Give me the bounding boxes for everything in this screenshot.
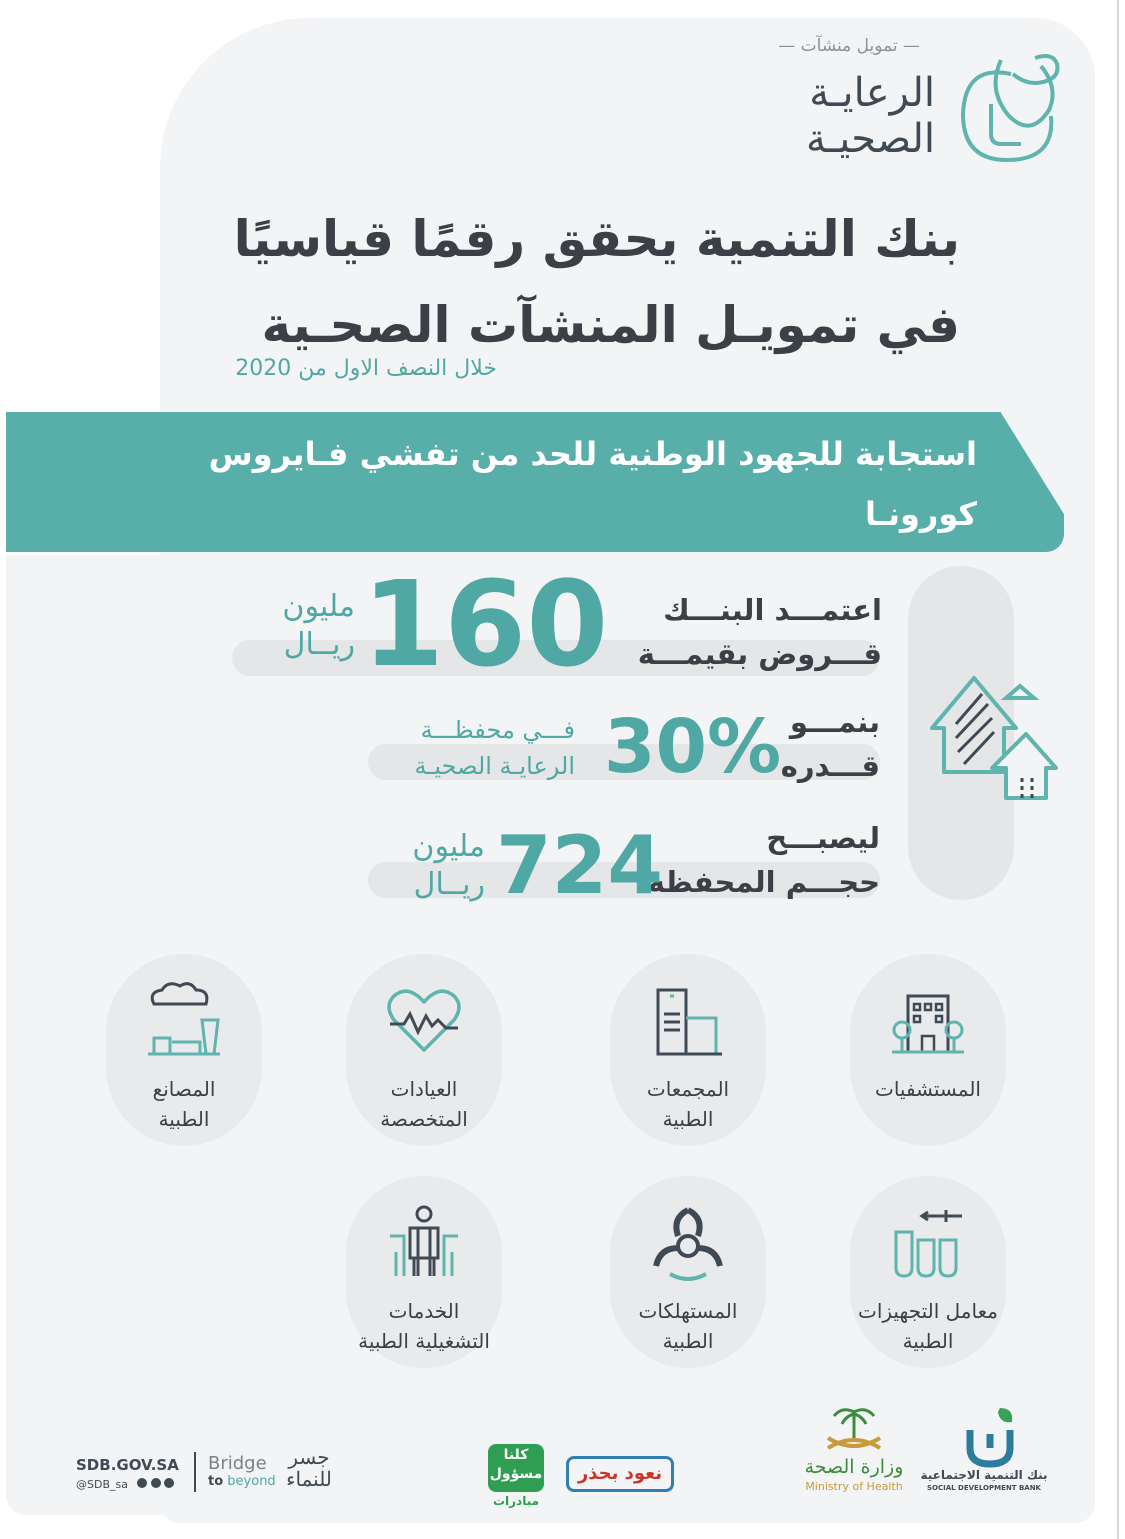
covid-banner-text [187, 424, 977, 544]
biohazard-icon [648, 1202, 728, 1282]
stat-growth-note [415, 712, 576, 784]
facebook-icon[interactable] [137, 1478, 147, 1488]
moh-english: Ministry of Health [805, 1480, 903, 1493]
social-icons [137, 1478, 174, 1491]
stat-loans-label [638, 588, 882, 676]
stat-portfolio-unit-line1: مليون [412, 829, 485, 864]
category-labs-label [820, 1296, 1036, 1356]
bridge-arabic-line2: للنماء [286, 1467, 332, 1491]
stat-growth-note-line2: الرعايـة الصحيـة [414, 752, 575, 780]
category-consumables-line2: الطبية [662, 1329, 714, 1353]
category-factories [106, 954, 262, 1146]
hospital-icon [888, 980, 968, 1060]
category-operations-line2: التشغيلية الطبية [358, 1329, 490, 1353]
headline-line1: بنك التنمية يحقق رقمًا قياسيًا [233, 210, 960, 268]
lab-tubes-icon [888, 1202, 968, 1282]
naood-bihathar-logo: نعود بحذر [566, 1456, 674, 1492]
footer-handle[interactable]: @SDB_sa [76, 1478, 128, 1491]
stat-loans-unit-line2: ريــال [283, 627, 355, 662]
stat-growth-value: 30% [604, 704, 782, 790]
factory-icon [144, 980, 224, 1060]
stat-loans-unit-line1: مليون [282, 589, 355, 624]
covid-banner-line2: كورونـا [865, 495, 977, 533]
category-clinics-line2: المتخصصة [380, 1107, 468, 1131]
category-labs-line2: الطبية [902, 1329, 954, 1353]
category-consumables-line1: المستهلكات [638, 1299, 738, 1323]
stat-growth-label [781, 700, 880, 788]
sdb-arabic: بنك التنمية الاجتماعية [920, 1468, 1048, 1482]
category-factories-label [76, 1074, 292, 1134]
category-complexes-line1: المجمعات [646, 1077, 730, 1101]
kolona-caption: مبادرات [492, 1494, 540, 1508]
brand-title-line1: الرعايـة [809, 70, 935, 116]
category-factories-line1: المصانع [152, 1077, 216, 1101]
footer-divider [194, 1452, 196, 1492]
category-consumables-label [580, 1296, 796, 1356]
twitter-icon[interactable] [151, 1478, 161, 1488]
category-hospitals-label [820, 1074, 1036, 1104]
category-factories-line2: الطبية [158, 1107, 210, 1131]
stat-portfolio-label-line2: حجـــم المحفظة [647, 865, 880, 899]
kolona-logo [488, 1444, 544, 1492]
category-complexes [610, 954, 766, 1146]
category-operations [346, 1176, 502, 1368]
category-operations-line1: الخدمات [388, 1299, 460, 1323]
stat-loans-value: 160 [362, 555, 609, 693]
headline [160, 196, 960, 368]
heartbeat-icon [384, 980, 464, 1060]
sdb-logo-icon [960, 1404, 1022, 1468]
category-labs-line1: معامل التجهيزات [858, 1299, 998, 1323]
headline-subline: خلال النصف الاول من 2020 [235, 356, 497, 381]
stat-loans-unit [282, 588, 355, 664]
stat-portfolio-unit [412, 828, 485, 904]
headline-line2: في تمويـل المنشآت الصحـية [261, 296, 960, 354]
bridge-to: to [208, 1474, 224, 1489]
brand-tag: — تمويل منشآت — [778, 36, 920, 56]
brand-title [806, 70, 935, 162]
bridge-line1: Bridge [208, 1453, 267, 1474]
stat-portfolio-label [648, 816, 880, 904]
stethoscope-logo-icon [955, 44, 1065, 166]
category-clinics-line1: العيادات [390, 1077, 458, 1101]
category-labs [850, 1176, 1006, 1368]
bridge-beyond: beyond [227, 1474, 276, 1489]
category-hospitals [850, 954, 1006, 1146]
category-complexes-line2: الطبية [662, 1107, 714, 1131]
medical-complex-icon [648, 980, 728, 1060]
kolona-line2: مسؤول [489, 1466, 543, 1482]
stat-loans-label-line2: قـــروض بقيمـــة [637, 637, 882, 671]
category-operations-label [316, 1296, 532, 1356]
bridge-to-beyond [208, 1453, 276, 1489]
stat-growth-label-line2: قـــدره [780, 749, 880, 783]
stat-portfolio-label-line1: ليصبـــح [766, 821, 880, 855]
moh-arabic: وزارة الصحة [804, 1456, 904, 1478]
medical-staff-icon [384, 1202, 464, 1282]
brand-title-line2: الصحيـة [805, 116, 935, 162]
sdb-english: SOCIAL DEVELOPMENT BANK [927, 1484, 1041, 1492]
kolona-line1: كلنا [503, 1447, 529, 1463]
bridge-arabic-logo [276, 1446, 342, 1490]
footer-social [76, 1478, 174, 1491]
stat-growth-note-line1: فـــي محفظـــة [420, 716, 575, 744]
category-hospitals-line1: المستشفيات [874, 1077, 981, 1101]
stat-loans-label-line1: اعتمـــد البنـــك [663, 593, 882, 627]
youtube-icon[interactable] [164, 1478, 174, 1488]
covid-banner-line1: استجابة للجهود الوطنية للحد من تفشي فـايروس [208, 435, 977, 473]
category-clinics-label [316, 1074, 532, 1134]
growth-houses-icon [922, 668, 1062, 802]
moh-emblem-icon [816, 1404, 892, 1454]
stat-growth-label-line1: بنمـــو [789, 705, 880, 739]
category-complexes-label [580, 1074, 796, 1134]
stat-portfolio-unit-line2: ريــال [413, 867, 485, 902]
category-clinics [346, 954, 502, 1146]
category-consumables [610, 1176, 766, 1368]
stat-portfolio-value: 724 [496, 819, 663, 912]
bridge-arabic-line1: جسر [288, 1445, 330, 1469]
footer-site[interactable]: SDB.GOV.SA [76, 1456, 179, 1474]
